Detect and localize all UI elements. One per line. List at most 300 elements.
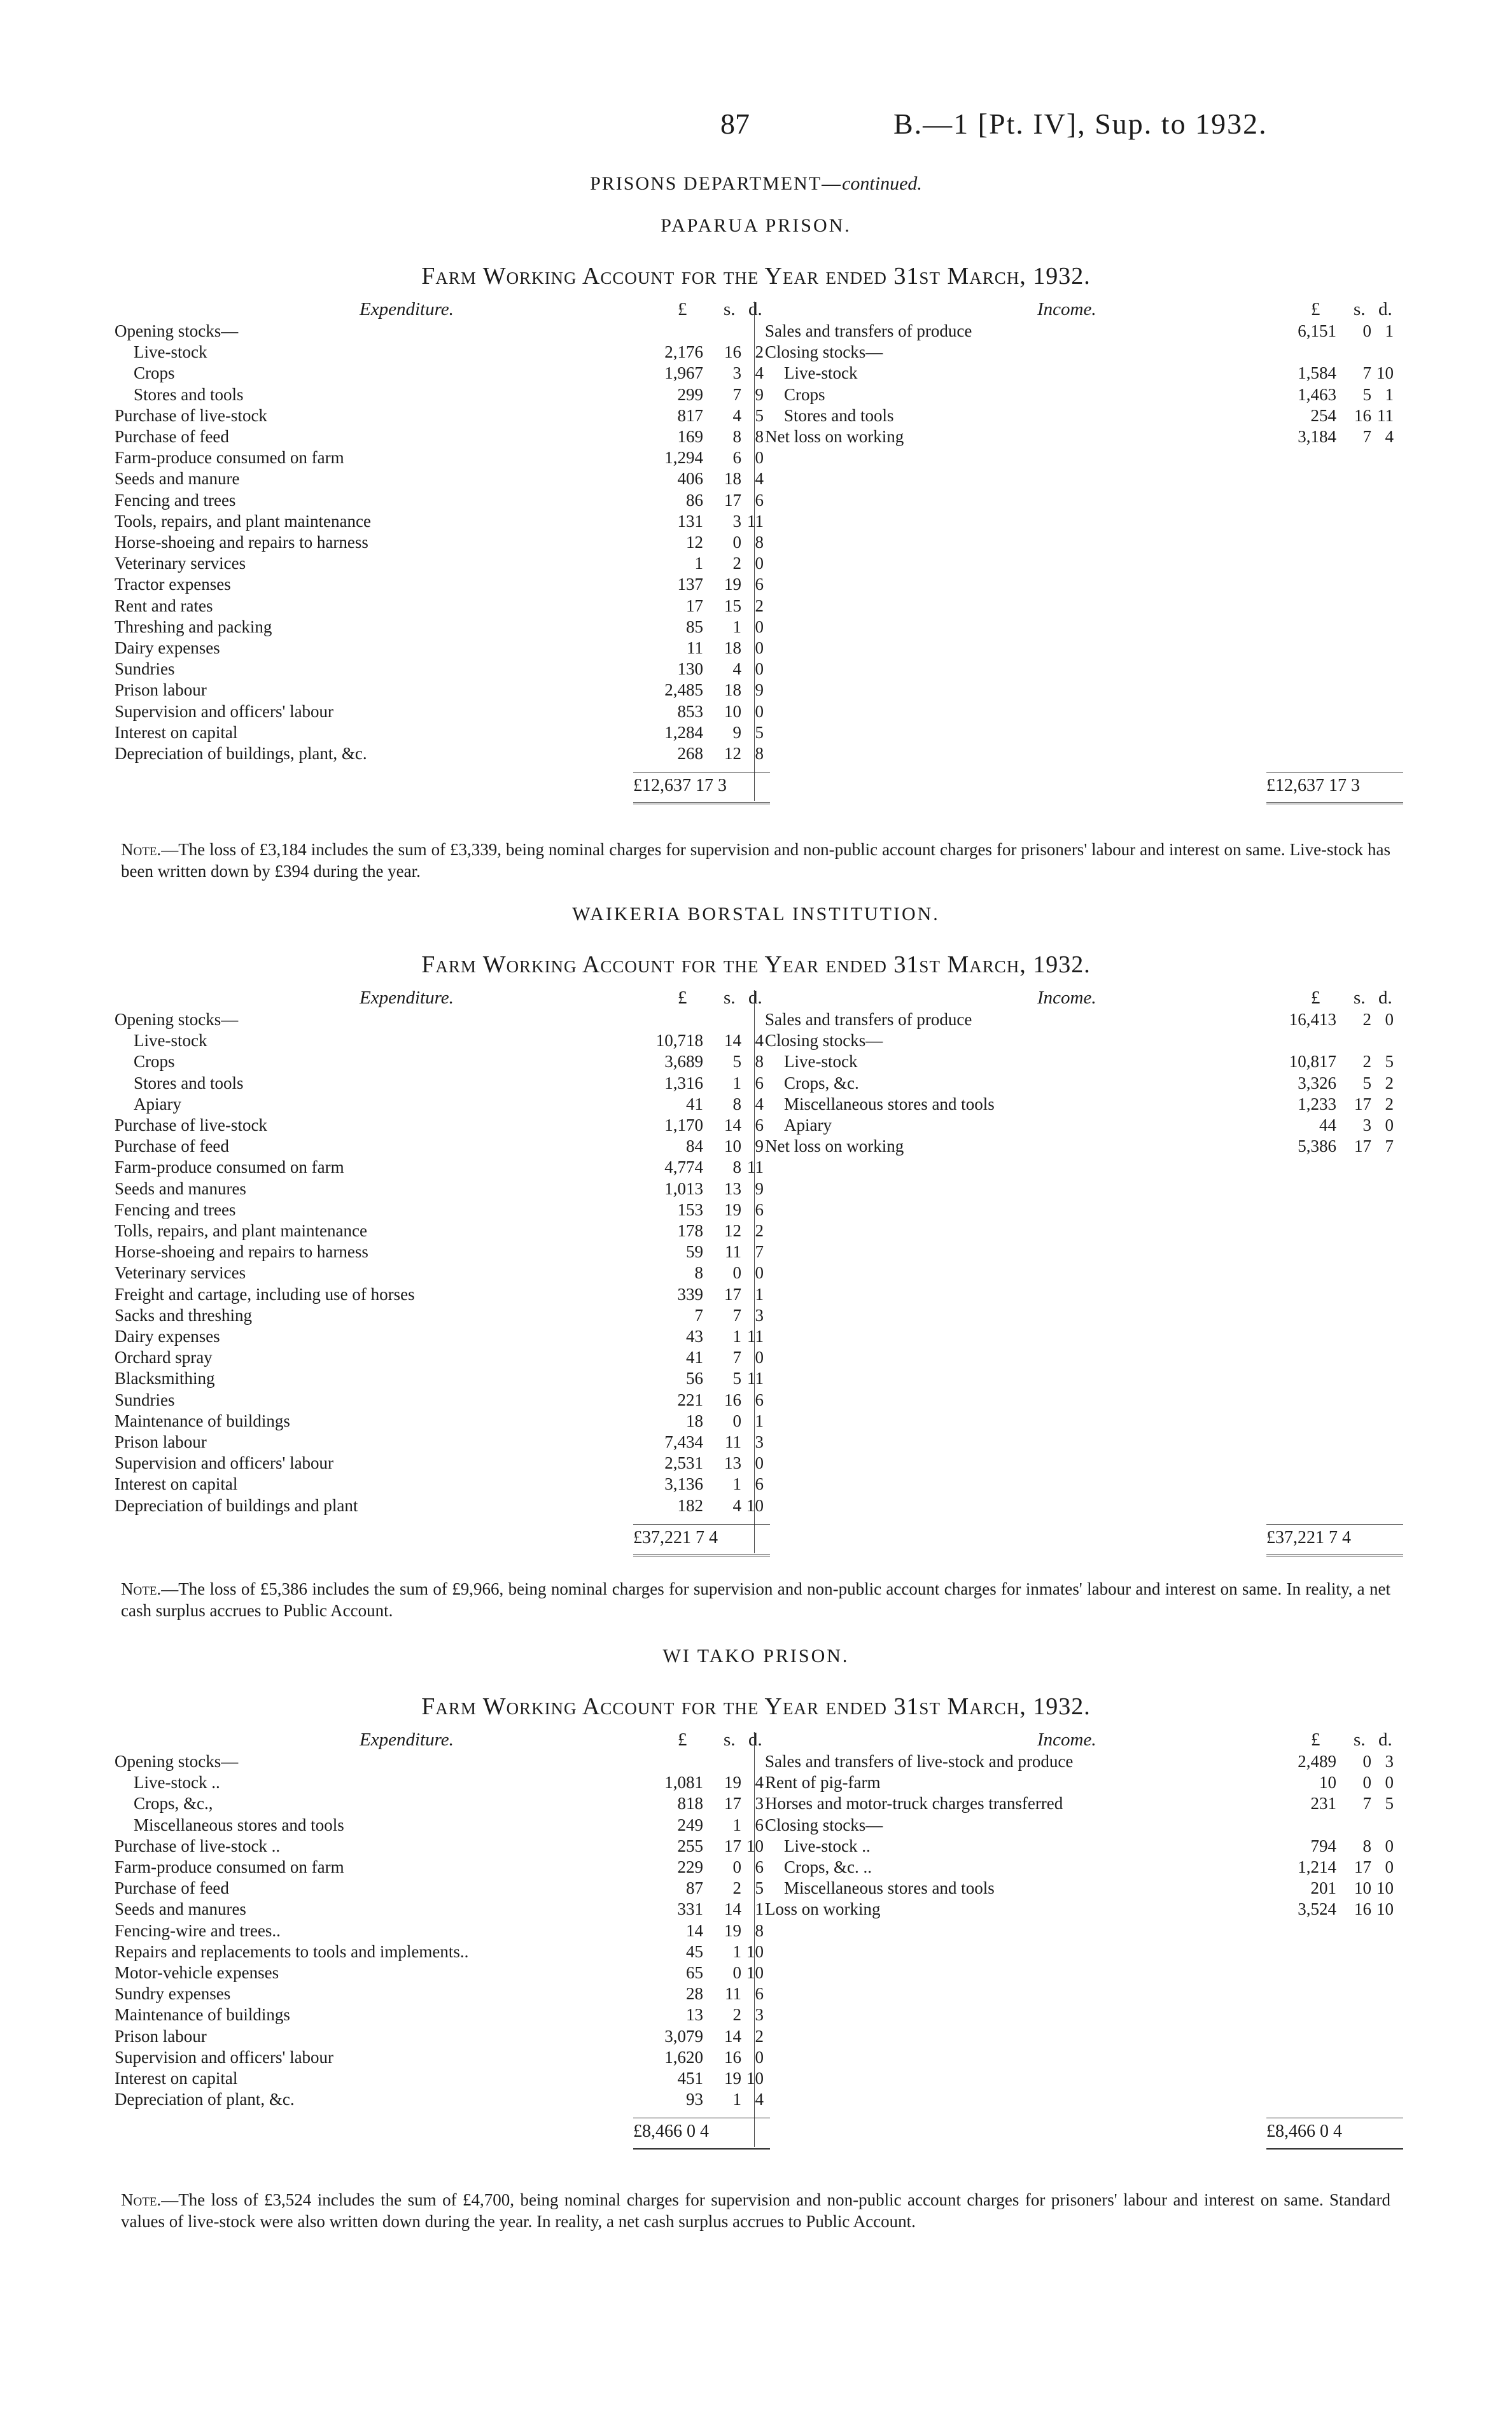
exp-pence: 0 xyxy=(755,1348,764,1367)
income-row xyxy=(115,1772,1400,1793)
row-label: Closing stocks— xyxy=(765,342,883,362)
exp-pence: 10 xyxy=(746,1495,764,1515)
row-label: Dairy expenses xyxy=(115,1327,220,1346)
account-note xyxy=(121,1578,1390,1621)
row-label: Live-stock xyxy=(134,342,207,362)
exp-pound-head: £ xyxy=(678,1730,687,1750)
exp-pounds: 8 xyxy=(694,1263,703,1283)
row-label: Sundries xyxy=(115,1390,175,1409)
exp-pence: 5 xyxy=(755,722,764,742)
exp-pence: 0 xyxy=(755,448,764,468)
exp-pence: 0 xyxy=(755,701,764,721)
income-row xyxy=(115,1899,1400,1920)
exp-shillings: 7 xyxy=(732,384,741,404)
row-label: Miscellaneous stores and tools xyxy=(134,1815,344,1834)
exp-pence: 5 xyxy=(755,405,764,425)
exp-shillings: 19 xyxy=(724,1199,741,1219)
exp-pence: 3 xyxy=(755,1432,764,1451)
income-row xyxy=(115,1009,1400,1030)
exp-pounds: 853 xyxy=(677,701,703,721)
exp-shillings: 1 xyxy=(732,1815,741,1834)
exp-shillings: 5 xyxy=(732,1052,741,1072)
exp-pence: 4 xyxy=(755,469,764,489)
row-label: Purchase of live-stock .. xyxy=(115,1836,281,1855)
row-label: Maintenance of buildings xyxy=(115,2005,290,2025)
exp-shilling-head: s. xyxy=(724,988,736,1008)
inc-pence: 11 xyxy=(1377,405,1394,425)
exp-pounds: 65 xyxy=(686,1963,703,1982)
account-table xyxy=(115,1730,1400,2148)
income-total: £8,466 0 4 xyxy=(1266,2121,1342,2142)
exp-shillings: 1 xyxy=(732,1073,741,1093)
exp-shillings: 11 xyxy=(725,1432,741,1451)
department-name: PRISONS DEPARTMENT— xyxy=(590,173,843,194)
expenditure-row xyxy=(115,1474,1400,1495)
income-row xyxy=(115,1793,1400,1814)
expenditure-row xyxy=(115,659,1400,680)
inc-pence: 4 xyxy=(1385,427,1394,446)
row-label: Live-stock .. xyxy=(134,1773,220,1793)
exp-rule-top xyxy=(633,1524,770,1525)
exp-pence: 2 xyxy=(755,1221,764,1240)
exp-shillings: 4 xyxy=(732,405,741,425)
row-label: Closing stocks— xyxy=(765,1031,883,1051)
expenditure-row xyxy=(115,574,1400,595)
row-label: Closing stocks— xyxy=(765,1815,883,1834)
inc-pound-head: £ xyxy=(1311,299,1320,319)
inc-pence-head: d. xyxy=(1378,988,1392,1008)
exp-pounds: 85 xyxy=(686,617,703,636)
row-label: Interest on capital xyxy=(115,1474,238,1494)
exp-shillings: 11 xyxy=(725,1242,741,1262)
exp-shillings: 18 xyxy=(724,638,741,657)
exp-rule-double xyxy=(633,1555,770,1558)
exp-shillings: 0 xyxy=(732,1411,741,1430)
page-number: 87 xyxy=(720,108,750,140)
inc-pounds: 16,413 xyxy=(1289,1010,1336,1029)
row-label: Crops xyxy=(134,1052,175,1072)
income-heading: Income. xyxy=(1037,299,1096,319)
exp-shillings: 17 xyxy=(724,1794,741,1813)
inc-rule-double xyxy=(1266,2148,1403,2152)
exp-pounds: 59 xyxy=(686,1242,703,1262)
exp-pence: 6 xyxy=(755,575,764,594)
income-heading: Income. xyxy=(1037,988,1096,1008)
income-total: £37,221 7 4 xyxy=(1266,1527,1351,1548)
account-table xyxy=(115,988,1400,1555)
exp-shillings: 18 xyxy=(724,469,741,489)
row-label: Blacksmithing xyxy=(115,1369,215,1388)
exp-pounds: 817 xyxy=(677,405,703,425)
row-label: Purchase of feed xyxy=(115,1136,229,1156)
exp-pence: 4 xyxy=(755,1031,764,1051)
exp-shillings: 13 xyxy=(724,1453,741,1473)
exp-pence: 2 xyxy=(755,596,764,615)
inc-pence: 0 xyxy=(1385,1010,1394,1029)
expenditure-row xyxy=(115,1962,1400,1983)
exp-shillings: 0 xyxy=(732,1963,741,1982)
expenditure-row xyxy=(115,1199,1400,1220)
row-label: Prison labour xyxy=(115,1432,207,1451)
row-label: Dairy expenses xyxy=(115,638,220,657)
row-label: Farm-produce consumed on farm xyxy=(115,1157,344,1177)
row-label: Supervision and officers' labour xyxy=(115,1453,334,1473)
exp-pounds: 45 xyxy=(686,1941,703,1961)
row-label: Live-stock xyxy=(784,1052,858,1072)
exp-shillings: 1 xyxy=(732,617,741,636)
inc-shilling-head: s. xyxy=(1354,988,1366,1008)
exp-pence: 6 xyxy=(755,1199,764,1219)
exp-pence-head: d. xyxy=(748,1730,762,1750)
exp-pence-head: d. xyxy=(748,988,762,1008)
expenditure-row xyxy=(115,596,1400,617)
exp-pence: 6 xyxy=(755,1474,764,1494)
exp-pence: 0 xyxy=(755,1453,764,1473)
exp-shillings: 2 xyxy=(732,2005,741,2025)
exp-shillings: 2 xyxy=(732,1878,741,1898)
expenditure-heading: Expenditure. xyxy=(360,988,454,1008)
exp-pounds: 11 xyxy=(687,638,703,657)
row-label: Horses and motor-truck charges transferred xyxy=(765,1794,1063,1813)
income-row xyxy=(115,321,1400,342)
expenditure-row xyxy=(115,1368,1400,1389)
exp-pence: 4 xyxy=(755,1094,764,1114)
exp-pounds: 1,967 xyxy=(664,363,703,383)
inc-shillings: 5 xyxy=(1362,384,1371,404)
exp-pence: 10 xyxy=(746,1836,764,1855)
row-label: Net loss on working xyxy=(765,427,904,446)
exp-shillings: 10 xyxy=(724,701,741,721)
exp-pence: 0 xyxy=(755,1263,764,1283)
expenditure-row xyxy=(115,1432,1400,1453)
row-label: Prison labour xyxy=(115,2026,207,2046)
exp-pence: 6 xyxy=(755,490,764,510)
income-row xyxy=(115,1094,1400,1115)
exp-pounds: 41 xyxy=(686,1348,703,1367)
expenditure-row xyxy=(115,701,1400,722)
inc-pound-head: £ xyxy=(1311,988,1320,1008)
row-label: Tolls, repairs, and plant maintenance xyxy=(115,1221,367,1240)
exp-pounds: 3,079 xyxy=(664,2026,703,2046)
expenditure-row xyxy=(115,1241,1400,1262)
exp-pounds: 28 xyxy=(686,1984,703,2004)
exp-pounds: 818 xyxy=(677,1794,703,1813)
exp-pounds: 255 xyxy=(677,1836,703,1855)
row-label: Fencing and trees xyxy=(115,1199,236,1219)
exp-shillings: 17 xyxy=(724,1836,741,1855)
exp-pence: 8 xyxy=(755,533,764,552)
exp-pence: 7 xyxy=(755,1242,764,1262)
row-label: Threshing and packing xyxy=(115,617,272,636)
row-label: Orchard spray xyxy=(115,1348,213,1367)
expenditure-row xyxy=(115,1157,1400,1178)
exp-shillings: 1 xyxy=(732,2090,741,2109)
inc-pounds: 1,584 xyxy=(1298,363,1336,383)
inc-pence: 2 xyxy=(1385,1073,1394,1093)
inc-pounds: 3,326 xyxy=(1298,1073,1336,1093)
exp-pence: 0 xyxy=(755,617,764,636)
expenditure-row xyxy=(115,511,1400,532)
exp-shillings: 14 xyxy=(724,1031,741,1051)
exp-pence: 6 xyxy=(755,1390,764,1409)
exp-pound-head: £ xyxy=(678,988,687,1008)
exp-pounds: 1,170 xyxy=(664,1115,703,1135)
exp-pence: 10 xyxy=(746,2069,764,2088)
exp-pence: 6 xyxy=(755,1857,764,1876)
inc-shillings: 3 xyxy=(1362,1115,1371,1135)
row-label: Purchase of feed xyxy=(115,427,229,446)
row-label: Purchase of feed xyxy=(115,1878,229,1898)
exp-pence: 11 xyxy=(747,1157,764,1177)
exp-pounds: 84 xyxy=(686,1136,703,1156)
exp-pence: 9 xyxy=(755,680,764,700)
inc-pence: 7 xyxy=(1385,1136,1394,1156)
exp-pounds: 268 xyxy=(677,744,703,763)
expenditure-total: £37,221 7 4 xyxy=(633,1527,718,1548)
income-row xyxy=(115,1836,1400,1857)
exp-shillings: 0 xyxy=(732,533,741,552)
income-heading: Income. xyxy=(1037,1730,1096,1750)
inc-pence-head: d. xyxy=(1378,299,1392,319)
exp-pence: 10 xyxy=(746,1963,764,1982)
row-label: Motor-vehicle expenses xyxy=(115,1963,279,1982)
exp-pence: 0 xyxy=(755,554,764,573)
exp-pence: 11 xyxy=(747,1327,764,1346)
income-row xyxy=(115,384,1400,405)
expenditure-row xyxy=(115,468,1400,489)
expenditure-row xyxy=(115,1453,1400,1474)
expenditure-row xyxy=(115,1178,1400,1199)
inc-pound-head: £ xyxy=(1311,1730,1320,1750)
exp-shillings: 0 xyxy=(732,1263,741,1283)
income-row xyxy=(115,426,1400,447)
exp-pounds: 339 xyxy=(677,1284,703,1304)
exp-pounds: 1,294 xyxy=(664,448,703,468)
exp-pence: 9 xyxy=(755,1136,764,1156)
exp-shillings: 14 xyxy=(724,1899,741,1919)
row-label: Miscellaneous stores and tools xyxy=(784,1878,995,1898)
exp-shillings: 7 xyxy=(732,1348,741,1367)
exp-pence: 11 xyxy=(747,1369,764,1388)
row-label: Maintenance of buildings xyxy=(115,1411,290,1430)
department-heading xyxy=(0,173,1512,195)
exp-pounds: 130 xyxy=(677,659,703,679)
inc-pence: 1 xyxy=(1385,321,1394,340)
expenditure-row xyxy=(115,447,1400,468)
exp-shillings: 6 xyxy=(732,448,741,468)
row-label: Purchase of live-stock xyxy=(115,405,267,425)
inc-pounds: 794 xyxy=(1310,1836,1336,1855)
inc-pence: 10 xyxy=(1376,363,1394,383)
exp-pounds: 86 xyxy=(686,490,703,510)
exp-pounds: 7,434 xyxy=(664,1432,703,1451)
inc-pence: 3 xyxy=(1385,1752,1394,1771)
exp-pence: 0 xyxy=(755,2047,764,2067)
income-row xyxy=(115,1136,1400,1157)
inc-pounds: 254 xyxy=(1310,405,1336,425)
expenditure-row xyxy=(115,553,1400,574)
row-label: Seeds and manure xyxy=(115,469,240,489)
income-row xyxy=(115,1878,1400,1899)
exp-pounds: 229 xyxy=(677,1857,703,1876)
exp-pounds: 1,620 xyxy=(664,2047,703,2067)
exp-pence: 5 xyxy=(755,1878,764,1898)
inc-shillings: 7 xyxy=(1362,1794,1371,1813)
inc-pounds: 6,151 xyxy=(1298,321,1336,340)
exp-pence: 9 xyxy=(755,384,764,404)
exp-shillings: 1 xyxy=(732,1474,741,1494)
exp-pence: 8 xyxy=(755,744,764,763)
row-label: Fencing and trees xyxy=(115,490,236,510)
row-label: Horse-shoeing and repairs to harness xyxy=(115,533,368,552)
income-row xyxy=(115,1073,1400,1094)
exp-pounds: 2,531 xyxy=(664,1453,703,1473)
exp-pence: 11 xyxy=(747,511,764,531)
exp-pence: 2 xyxy=(755,342,764,362)
row-label: Depreciation of plant, &c. xyxy=(115,2090,295,2109)
income-row xyxy=(115,1051,1400,1072)
row-label: Sales and transfers of produce xyxy=(765,1010,972,1029)
row-label: Sales and transfers of live-stock and produce xyxy=(765,1752,1074,1771)
inc-shillings: 10 xyxy=(1354,1878,1371,1898)
prison-name: PAPARUA PRISON. xyxy=(661,215,851,236)
exp-shillings: 1 xyxy=(732,1327,741,1346)
expenditure-row xyxy=(115,638,1400,659)
exp-pounds: 2,485 xyxy=(664,680,703,700)
row-label: Prison labour xyxy=(115,680,207,700)
row-label: Net loss on working xyxy=(765,1136,904,1156)
exp-shillings: 16 xyxy=(724,2047,741,2067)
inc-shillings: 0 xyxy=(1362,1773,1371,1793)
exp-pounds: 221 xyxy=(677,1390,703,1409)
inc-pounds: 3,184 xyxy=(1298,427,1336,446)
inc-pence: 5 xyxy=(1385,1052,1394,1072)
row-label: Seeds and manures xyxy=(115,1178,246,1198)
exp-rule-double xyxy=(633,2148,770,2152)
exp-shillings: 3 xyxy=(732,363,741,383)
income-row xyxy=(115,1115,1400,1136)
page-header xyxy=(0,107,1512,151)
prison-name: WI TAKO PRISON. xyxy=(662,1646,850,1667)
expenditure-row xyxy=(115,722,1400,743)
inc-shillings: 0 xyxy=(1362,321,1371,340)
row-label: Live-stock .. xyxy=(784,1836,871,1855)
exp-pounds: 3,689 xyxy=(664,1052,703,1072)
inc-pounds: 2,489 xyxy=(1298,1752,1336,1771)
exp-shillings: 17 xyxy=(724,490,741,510)
exp-pounds: 2,176 xyxy=(664,342,703,362)
exp-shillings: 13 xyxy=(724,1178,741,1198)
exp-pounds: 1,316 xyxy=(664,1073,703,1093)
row-label: Stores and tools xyxy=(134,384,244,404)
expenditure-row xyxy=(115,2047,1400,2068)
inc-pounds: 1,214 xyxy=(1298,1857,1336,1876)
exp-pounds: 1,284 xyxy=(664,722,703,742)
income-row xyxy=(115,1857,1400,1878)
note-text: —The loss of £3,524 includes the sum of £4,700, being nominal charges for supervision and non-public account charges for prisoners' labour and interest on same. Standard values of live-stock were also written down during the year. In reality, a net cash surplus accrues to Public Account. xyxy=(121,2190,1390,2231)
inc-rule-top xyxy=(1266,1524,1403,1525)
exp-pounds: 17 xyxy=(686,596,703,615)
exp-pence: 6 xyxy=(755,1815,764,1834)
exp-pounds: 10,718 xyxy=(655,1031,703,1051)
exp-pound-head: £ xyxy=(678,299,687,319)
row-label: Veterinary services xyxy=(115,1263,246,1283)
inc-pounds: 1,463 xyxy=(1298,384,1336,404)
inc-shillings: 16 xyxy=(1354,405,1371,425)
exp-shillings: 18 xyxy=(724,680,741,700)
exp-shillings: 8 xyxy=(732,1157,741,1177)
row-label: Apiary xyxy=(134,1094,181,1114)
expenditure-row xyxy=(115,1284,1400,1305)
row-label: Farm-produce consumed on farm xyxy=(115,448,344,468)
exp-shillings: 19 xyxy=(724,1920,741,1940)
exp-pounds: 56 xyxy=(686,1369,703,1388)
exp-pounds: 3,136 xyxy=(664,1474,703,1494)
row-label: Opening stocks— xyxy=(115,321,239,340)
exp-pounds: 182 xyxy=(677,1495,703,1515)
inc-pounds: 3,524 xyxy=(1298,1899,1336,1919)
row-label: Farm-produce consumed on farm xyxy=(115,1857,344,1876)
expenditure-row xyxy=(115,1941,1400,1962)
exp-shillings: 8 xyxy=(732,1094,741,1114)
row-label: Interest on capital xyxy=(115,2069,238,2088)
expenditure-row xyxy=(115,490,1400,511)
exp-pounds: 87 xyxy=(686,1878,703,1898)
row-label: Freight and cartage, including use of horses xyxy=(115,1284,415,1304)
row-label: Rent of pig-farm xyxy=(765,1773,881,1793)
exp-pounds: 7 xyxy=(694,1305,703,1325)
expenditure-heading: Expenditure. xyxy=(360,299,454,319)
exp-pence: 0 xyxy=(755,638,764,657)
row-label: Stores and tools xyxy=(784,405,894,425)
exp-pounds: 451 xyxy=(677,2069,703,2088)
inc-shillings: 8 xyxy=(1362,1836,1371,1855)
inc-shillings: 7 xyxy=(1362,363,1371,383)
exp-pounds: 93 xyxy=(686,2090,703,2109)
department-continued: continued. xyxy=(842,173,922,194)
exp-pence: 6 xyxy=(755,1073,764,1093)
exp-shillings: 12 xyxy=(724,744,741,763)
exp-shillings: 15 xyxy=(724,596,741,615)
exp-pounds: 4,774 xyxy=(664,1157,703,1177)
note-text: —The loss of £3,184 includes the sum of £3,339, being nominal charges for supervision and non-public account charges for prisoners' labour and interest on same. Live-stock has been written down by £394 during the year. xyxy=(121,840,1390,881)
row-label: Opening stocks— xyxy=(115,1010,239,1029)
exp-shilling-head: s. xyxy=(724,1730,736,1750)
exp-shillings: 5 xyxy=(732,1369,741,1388)
exp-pounds: 406 xyxy=(677,469,703,489)
exp-pounds: 41 xyxy=(686,1094,703,1114)
income-row xyxy=(115,1815,1400,1836)
note-lead: Note. xyxy=(121,2190,162,2209)
row-label: Crops, &c. .. xyxy=(784,1857,872,1876)
row-label: Live-stock xyxy=(134,1031,207,1051)
note-text: —The loss of £5,386 includes the sum of £9,966, being nominal charges for supervision and non-public account charges for inmates' labour and interest on same. In reality, a net cash surplus accrues to Public Account. xyxy=(121,1579,1390,1620)
inc-pence: 0 xyxy=(1385,1115,1394,1135)
expenditure-total: £12,637 17 3 xyxy=(633,776,727,796)
income-row xyxy=(115,363,1400,384)
inc-pounds: 10 xyxy=(1319,1773,1336,1793)
inc-shillings: 17 xyxy=(1354,1094,1371,1114)
exp-pence: 4 xyxy=(755,363,764,383)
row-label: Seeds and manures xyxy=(115,1899,246,1919)
exp-pence: 8 xyxy=(755,1920,764,1940)
expenditure-row xyxy=(115,2026,1400,2047)
exp-pounds: 14 xyxy=(686,1920,703,1940)
income-row xyxy=(115,342,1400,363)
expenditure-heading: Expenditure. xyxy=(360,1730,454,1750)
exp-pence: 1 xyxy=(755,1284,764,1304)
row-label: Crops xyxy=(134,363,175,383)
